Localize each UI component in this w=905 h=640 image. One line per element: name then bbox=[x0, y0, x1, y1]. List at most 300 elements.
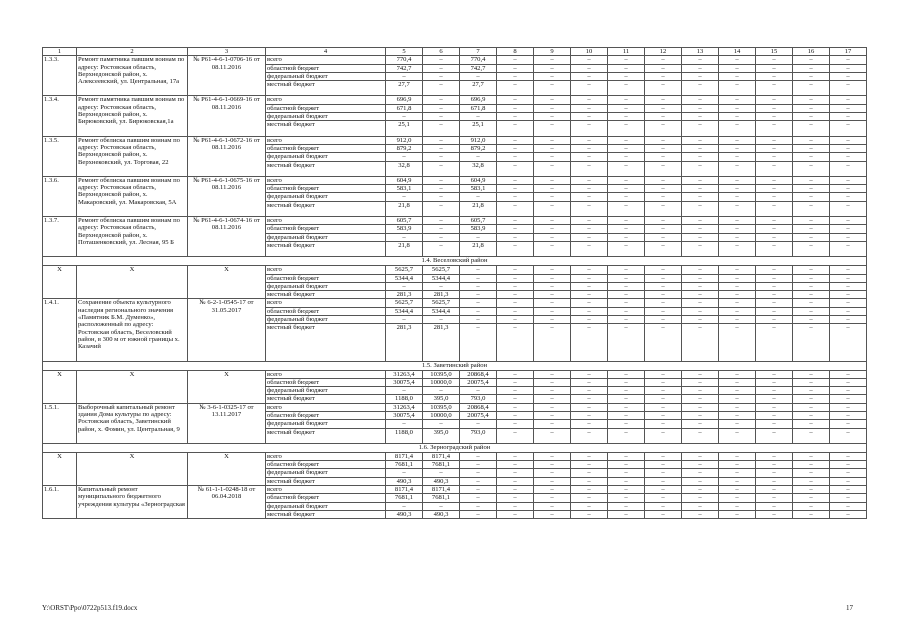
value-cell: – bbox=[682, 486, 719, 494]
value-cell: – bbox=[830, 469, 867, 477]
value-cell: – bbox=[608, 486, 645, 494]
funding-source: местный бюджет bbox=[266, 428, 386, 443]
value-cell: – bbox=[423, 121, 460, 136]
value-cell: – bbox=[534, 185, 571, 193]
value-cell: – bbox=[756, 217, 793, 225]
funding-source: областной бюджет bbox=[266, 185, 386, 193]
value-cell: – bbox=[571, 266, 608, 274]
value-cell: 793,0 bbox=[460, 428, 497, 443]
value-cell: – bbox=[830, 81, 867, 96]
value-cell: – bbox=[497, 510, 534, 518]
item-number: 1.6.1. bbox=[43, 486, 77, 519]
value-cell: – bbox=[719, 193, 756, 201]
value-cell: – bbox=[645, 502, 682, 510]
value-cell: – bbox=[534, 241, 571, 256]
value-cell: – bbox=[756, 161, 793, 176]
value-cell: 583,9 bbox=[460, 225, 497, 233]
value-cell: – bbox=[719, 477, 756, 485]
value-cell: 671,8 bbox=[460, 104, 497, 112]
value-cell: – bbox=[830, 461, 867, 469]
value-cell: – bbox=[645, 113, 682, 121]
value-cell: – bbox=[682, 185, 719, 193]
value-cell: – bbox=[830, 274, 867, 282]
value-cell: – bbox=[497, 420, 534, 428]
item-description: Х bbox=[77, 452, 188, 485]
value-cell: – bbox=[571, 420, 608, 428]
value-cell: – bbox=[608, 307, 645, 315]
value-cell: – bbox=[497, 72, 534, 80]
value-cell: – bbox=[497, 241, 534, 256]
value-cell: – bbox=[645, 307, 682, 315]
value-cell: – bbox=[682, 461, 719, 469]
item-document: № 61-1-1-0248-18 от 06.04.2018 bbox=[188, 486, 266, 519]
value-cell: – bbox=[682, 299, 719, 307]
value-cell: – bbox=[423, 193, 460, 201]
value-cell: – bbox=[793, 403, 830, 411]
value-cell: – bbox=[756, 477, 793, 485]
value-cell: – bbox=[386, 113, 423, 121]
value-cell: – bbox=[682, 370, 719, 378]
value-cell: – bbox=[645, 461, 682, 469]
funding-source: областной бюджет bbox=[266, 64, 386, 72]
value-cell: 5344,4 bbox=[386, 274, 423, 282]
item-number: 1.3.3. bbox=[43, 56, 77, 96]
value-cell: – bbox=[793, 193, 830, 201]
value-cell: – bbox=[534, 299, 571, 307]
table-row bbox=[43, 299, 867, 307]
value-cell: – bbox=[534, 136, 571, 144]
value-cell: 770,4 bbox=[460, 56, 497, 64]
value-cell: – bbox=[793, 64, 830, 72]
value-cell: – bbox=[682, 428, 719, 443]
value-cell: – bbox=[534, 428, 571, 443]
value-cell: – bbox=[608, 161, 645, 176]
value-cell: – bbox=[645, 161, 682, 176]
value-cell: – bbox=[534, 104, 571, 112]
value-cell: – bbox=[534, 113, 571, 121]
value-cell: – bbox=[608, 153, 645, 161]
value-cell: – bbox=[423, 233, 460, 241]
item-document: № 3-6-1-0325-17 от 13.11.2017 bbox=[188, 403, 266, 443]
value-cell: – bbox=[497, 56, 534, 64]
value-cell: 7681,1 bbox=[386, 461, 423, 469]
value-cell: – bbox=[682, 324, 719, 361]
value-cell: – bbox=[645, 144, 682, 152]
value-cell: – bbox=[682, 217, 719, 225]
value-cell: – bbox=[386, 469, 423, 477]
header-cell: 17 bbox=[830, 48, 867, 56]
value-cell: – bbox=[793, 387, 830, 395]
value-cell: – bbox=[682, 316, 719, 324]
value-cell: – bbox=[830, 307, 867, 315]
value-cell: – bbox=[719, 266, 756, 274]
value-cell: – bbox=[645, 494, 682, 502]
value-cell: – bbox=[830, 121, 867, 136]
value-cell: – bbox=[423, 420, 460, 428]
value-cell: – bbox=[386, 193, 423, 201]
value-cell: – bbox=[534, 370, 571, 378]
value-cell: – bbox=[645, 291, 682, 299]
value-cell: – bbox=[497, 274, 534, 282]
value-cell: – bbox=[608, 428, 645, 443]
value-cell: – bbox=[534, 121, 571, 136]
value-cell: – bbox=[571, 307, 608, 315]
value-cell: – bbox=[682, 113, 719, 121]
value-cell: – bbox=[756, 201, 793, 216]
funding-source: областной бюджет bbox=[266, 307, 386, 315]
value-cell: – bbox=[793, 486, 830, 494]
value-cell: – bbox=[756, 153, 793, 161]
value-cell: 31263,4 bbox=[386, 370, 423, 378]
funding-source: местный бюджет bbox=[266, 161, 386, 176]
value-cell: 8171,4 bbox=[423, 486, 460, 494]
value-cell: – bbox=[756, 64, 793, 72]
funding-source: областной бюджет bbox=[266, 494, 386, 502]
value-cell: – bbox=[830, 161, 867, 176]
value-cell: – bbox=[571, 477, 608, 485]
value-cell: – bbox=[571, 104, 608, 112]
funding-source: всего bbox=[266, 56, 386, 64]
value-cell: 604,9 bbox=[386, 176, 423, 184]
value-cell: 25,1 bbox=[386, 121, 423, 136]
value-cell: – bbox=[719, 291, 756, 299]
value-cell: – bbox=[793, 136, 830, 144]
item-number: Х bbox=[43, 266, 77, 299]
value-cell: – bbox=[386, 282, 423, 290]
value-cell: – bbox=[830, 502, 867, 510]
value-cell: – bbox=[497, 104, 534, 112]
value-cell: – bbox=[793, 324, 830, 361]
item-number: 1.3.4. bbox=[43, 96, 77, 136]
value-cell: – bbox=[756, 233, 793, 241]
value-cell: – bbox=[571, 282, 608, 290]
value-cell: – bbox=[497, 113, 534, 121]
value-cell: – bbox=[608, 241, 645, 256]
value-cell: – bbox=[682, 502, 719, 510]
value-cell: – bbox=[571, 217, 608, 225]
value-cell: – bbox=[534, 469, 571, 477]
value-cell: – bbox=[460, 266, 497, 274]
value-cell: – bbox=[682, 153, 719, 161]
value-cell: – bbox=[460, 502, 497, 510]
value-cell: – bbox=[534, 403, 571, 411]
value-cell: – bbox=[608, 420, 645, 428]
value-cell: 21,8 bbox=[460, 241, 497, 256]
value-cell: – bbox=[793, 299, 830, 307]
value-cell: – bbox=[830, 217, 867, 225]
value-cell: – bbox=[460, 387, 497, 395]
value-cell: 395,0 bbox=[423, 428, 460, 443]
table-row bbox=[43, 176, 867, 184]
value-cell: 20075,4 bbox=[460, 411, 497, 419]
value-cell: – bbox=[682, 241, 719, 256]
value-cell: – bbox=[534, 378, 571, 386]
value-cell: 281,3 bbox=[386, 324, 423, 361]
value-cell: – bbox=[682, 136, 719, 144]
value-cell: 25,1 bbox=[460, 121, 497, 136]
value-cell: – bbox=[719, 387, 756, 395]
item-document: № 6-2-1-0545-17 от 31.05.2017 bbox=[188, 299, 266, 361]
value-cell: – bbox=[682, 378, 719, 386]
value-cell: – bbox=[756, 494, 793, 502]
value-cell: – bbox=[645, 510, 682, 518]
header-cell: 3 bbox=[188, 48, 266, 56]
value-cell: – bbox=[571, 274, 608, 282]
value-cell: – bbox=[497, 225, 534, 233]
value-cell: – bbox=[497, 282, 534, 290]
value-cell: – bbox=[830, 144, 867, 152]
value-cell: – bbox=[608, 64, 645, 72]
value-cell: – bbox=[423, 217, 460, 225]
table-row bbox=[43, 96, 867, 104]
value-cell: – bbox=[423, 225, 460, 233]
value-cell: – bbox=[423, 201, 460, 216]
value-cell: – bbox=[608, 316, 645, 324]
value-cell: – bbox=[756, 502, 793, 510]
funding-source: федеральный бюджет bbox=[266, 387, 386, 395]
value-cell: – bbox=[682, 291, 719, 299]
value-cell: – bbox=[534, 452, 571, 460]
value-cell: – bbox=[497, 185, 534, 193]
value-cell: – bbox=[645, 282, 682, 290]
value-cell: – bbox=[793, 494, 830, 502]
table-row bbox=[43, 266, 867, 274]
value-cell: 21,8 bbox=[386, 201, 423, 216]
value-cell: – bbox=[719, 395, 756, 403]
value-cell: 5625,7 bbox=[423, 299, 460, 307]
value-cell: – bbox=[571, 291, 608, 299]
value-cell: – bbox=[534, 161, 571, 176]
value-cell: – bbox=[497, 291, 534, 299]
value-cell: – bbox=[423, 185, 460, 193]
value-cell: – bbox=[571, 502, 608, 510]
value-cell: 490,3 bbox=[423, 510, 460, 518]
value-cell: – bbox=[682, 233, 719, 241]
value-cell: – bbox=[645, 324, 682, 361]
value-cell: 604,9 bbox=[460, 176, 497, 184]
header-cell: 9 bbox=[534, 48, 571, 56]
value-cell: – bbox=[830, 56, 867, 64]
value-cell: – bbox=[571, 469, 608, 477]
value-cell: – bbox=[793, 72, 830, 80]
value-cell: – bbox=[719, 233, 756, 241]
value-cell: – bbox=[719, 452, 756, 460]
value-cell: – bbox=[756, 282, 793, 290]
item-description: Ремонт памятника павшим воинам по адресу: Ростовская область, Верхнедонской район, х. Алексеевский, ул. Центральная, 17а bbox=[77, 56, 188, 96]
funding-source: федеральный бюджет bbox=[266, 282, 386, 290]
value-cell: – bbox=[571, 387, 608, 395]
value-cell: – bbox=[756, 113, 793, 121]
value-cell: – bbox=[793, 201, 830, 216]
value-cell: – bbox=[608, 510, 645, 518]
value-cell: – bbox=[830, 510, 867, 518]
value-cell: – bbox=[534, 193, 571, 201]
value-cell: – bbox=[534, 307, 571, 315]
item-number: Х bbox=[43, 452, 77, 485]
value-cell: – bbox=[719, 469, 756, 477]
table-row bbox=[43, 452, 867, 460]
value-cell: – bbox=[534, 225, 571, 233]
value-cell: – bbox=[571, 299, 608, 307]
value-cell: 20868,4 bbox=[460, 370, 497, 378]
value-cell: – bbox=[756, 324, 793, 361]
funding-source: всего bbox=[266, 299, 386, 307]
item-description: Капитальный ремонт муниципального бюджетного учреждения культуры «Зерноградская bbox=[77, 486, 188, 519]
value-cell: 21,8 bbox=[460, 201, 497, 216]
funding-source: всего bbox=[266, 370, 386, 378]
value-cell: 879,2 bbox=[460, 144, 497, 152]
table-row bbox=[43, 486, 867, 494]
value-cell: – bbox=[423, 387, 460, 395]
value-cell: – bbox=[830, 185, 867, 193]
value-cell: – bbox=[497, 428, 534, 443]
value-cell: – bbox=[386, 502, 423, 510]
value-cell: – bbox=[497, 144, 534, 152]
value-cell: – bbox=[719, 72, 756, 80]
value-cell: – bbox=[719, 378, 756, 386]
value-cell: – bbox=[534, 64, 571, 72]
value-cell: 742,7 bbox=[460, 64, 497, 72]
value-cell: – bbox=[793, 411, 830, 419]
value-cell: – bbox=[719, 144, 756, 152]
value-cell: – bbox=[682, 104, 719, 112]
header-cell: 11 bbox=[608, 48, 645, 56]
value-cell: – bbox=[460, 324, 497, 361]
value-cell: – bbox=[719, 411, 756, 419]
value-cell: 30075,4 bbox=[386, 378, 423, 386]
value-cell: 20075,4 bbox=[460, 378, 497, 386]
value-cell: – bbox=[571, 225, 608, 233]
value-cell: – bbox=[645, 378, 682, 386]
value-cell: – bbox=[830, 113, 867, 121]
value-cell: – bbox=[497, 81, 534, 96]
value-cell: – bbox=[645, 241, 682, 256]
value-cell: – bbox=[608, 477, 645, 485]
value-cell: – bbox=[497, 121, 534, 136]
value-cell: – bbox=[830, 291, 867, 299]
item-document: № Р61-4-6-1-0675-16 от 08.11.2016 bbox=[188, 176, 266, 216]
value-cell: – bbox=[682, 201, 719, 216]
value-cell: – bbox=[719, 121, 756, 136]
value-cell: – bbox=[830, 411, 867, 419]
value-cell: – bbox=[497, 370, 534, 378]
value-cell: – bbox=[645, 233, 682, 241]
value-cell: – bbox=[571, 324, 608, 361]
value-cell: – bbox=[608, 324, 645, 361]
funding-source: местный бюджет bbox=[266, 121, 386, 136]
value-cell: – bbox=[756, 72, 793, 80]
value-cell: – bbox=[719, 324, 756, 361]
value-cell: – bbox=[571, 241, 608, 256]
value-cell: – bbox=[497, 299, 534, 307]
value-cell: – bbox=[571, 136, 608, 144]
value-cell: – bbox=[793, 428, 830, 443]
value-cell: – bbox=[682, 81, 719, 96]
value-cell: – bbox=[534, 502, 571, 510]
value-cell: – bbox=[756, 241, 793, 256]
header-cell: 8 bbox=[497, 48, 534, 56]
value-cell: – bbox=[534, 233, 571, 241]
value-cell: – bbox=[571, 411, 608, 419]
funding-source: областной бюджет bbox=[266, 104, 386, 112]
value-cell: 281,3 bbox=[423, 291, 460, 299]
value-cell: – bbox=[830, 378, 867, 386]
value-cell: – bbox=[608, 378, 645, 386]
value-cell: – bbox=[645, 469, 682, 477]
value-cell: – bbox=[756, 316, 793, 324]
value-cell: – bbox=[608, 291, 645, 299]
value-cell: – bbox=[423, 161, 460, 176]
value-cell: – bbox=[645, 225, 682, 233]
value-cell: – bbox=[793, 510, 830, 518]
value-cell: – bbox=[534, 274, 571, 282]
value-cell: 5625,7 bbox=[386, 299, 423, 307]
funding-source: местный бюджет bbox=[266, 291, 386, 299]
value-cell: – bbox=[719, 113, 756, 121]
value-cell: – bbox=[793, 104, 830, 112]
value-cell: – bbox=[608, 502, 645, 510]
value-cell: – bbox=[793, 81, 830, 96]
value-cell: – bbox=[460, 420, 497, 428]
value-cell: – bbox=[497, 486, 534, 494]
value-cell: 583,9 bbox=[386, 225, 423, 233]
value-cell: – bbox=[534, 56, 571, 64]
value-cell: 32,8 bbox=[460, 161, 497, 176]
value-cell: – bbox=[534, 96, 571, 104]
value-cell: – bbox=[830, 395, 867, 403]
value-cell: – bbox=[460, 72, 497, 80]
value-cell: – bbox=[534, 411, 571, 419]
value-cell: – bbox=[793, 291, 830, 299]
value-cell: – bbox=[682, 282, 719, 290]
value-cell: 8171,4 bbox=[386, 452, 423, 460]
value-cell: – bbox=[645, 274, 682, 282]
value-cell: – bbox=[645, 81, 682, 96]
value-cell: – bbox=[571, 193, 608, 201]
item-description: Ремонт обелиска павшим воинам по адресу: Ростовская область, Верхнедонской район, х. Верхнековский, ул. Торговая, 22 bbox=[77, 136, 188, 176]
value-cell: 5344,4 bbox=[423, 307, 460, 315]
value-cell: – bbox=[719, 461, 756, 469]
value-cell: – bbox=[534, 395, 571, 403]
value-cell: – bbox=[756, 420, 793, 428]
value-cell: – bbox=[830, 494, 867, 502]
value-cell: – bbox=[645, 395, 682, 403]
item-document: № Р61-4-6-1-0674-16 от 08.11.2016 bbox=[188, 217, 266, 257]
value-cell: – bbox=[608, 299, 645, 307]
value-cell: – bbox=[460, 461, 497, 469]
value-cell: – bbox=[571, 96, 608, 104]
value-cell: – bbox=[682, 56, 719, 64]
value-cell: – bbox=[830, 282, 867, 290]
value-cell: – bbox=[719, 316, 756, 324]
value-cell: – bbox=[608, 395, 645, 403]
value-cell: – bbox=[534, 477, 571, 485]
value-cell: – bbox=[830, 104, 867, 112]
value-cell: – bbox=[423, 502, 460, 510]
value-cell: – bbox=[830, 266, 867, 274]
value-cell: – bbox=[645, 266, 682, 274]
value-cell: 7681,1 bbox=[423, 494, 460, 502]
value-cell: – bbox=[497, 403, 534, 411]
value-cell: – bbox=[719, 428, 756, 443]
value-cell: – bbox=[645, 486, 682, 494]
value-cell: – bbox=[460, 486, 497, 494]
value-cell: – bbox=[793, 378, 830, 386]
value-cell: 490,3 bbox=[386, 510, 423, 518]
value-cell: – bbox=[830, 452, 867, 460]
value-cell: – bbox=[830, 299, 867, 307]
value-cell: – bbox=[793, 395, 830, 403]
